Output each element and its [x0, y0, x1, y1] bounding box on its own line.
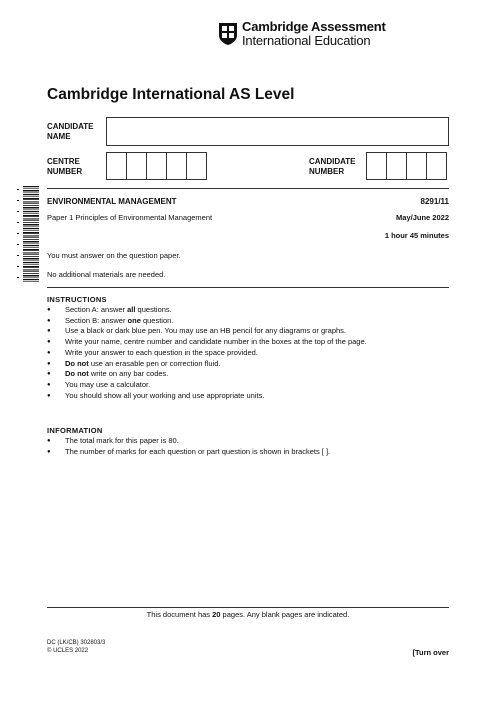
instruction-item: ● Write your answer to each question in the space provided.: [47, 348, 367, 359]
instruction-item: ● You may use a calculator.: [47, 380, 367, 391]
logo-line1: Cambridge Assessment: [242, 19, 386, 34]
materials-line2: No additional materials are needed.: [47, 270, 166, 279]
centre-digit-box[interactable]: [187, 153, 206, 179]
page-count-note: This document has 20 pages. Any blank pages are indicated.: [146, 610, 350, 619]
candidate-digit-box[interactable]: [407, 153, 427, 179]
materials-line1: You must answer on the question paper.: [47, 251, 181, 260]
paper-title: Paper 1 Principles of Environmental Management: [47, 213, 213, 222]
centre-digit-box[interactable]: [107, 153, 127, 179]
information-list: [47, 436, 330, 457]
candidate-name-field[interactable]: [106, 117, 449, 146]
subject-title: ENVIRONMENTAL MANAGEMENT: [47, 197, 177, 206]
instruction-item: ● Write your name, centre number and candidate number in the boxes at the top of the page.: [47, 337, 367, 348]
barcode-icon: [17, 186, 39, 282]
instruction-item: ● Use a black or dark blue pen. You may use an HB pencil for any diagrams or graphs.: [47, 326, 367, 337]
centre-number-field[interactable]: [106, 152, 207, 180]
candidate-digit-box[interactable]: [367, 153, 387, 179]
information-item: ● The total mark for this paper is 80.: [47, 436, 330, 447]
centre-digit-box[interactable]: [167, 153, 187, 179]
candidate-number-field[interactable]: [366, 152, 447, 180]
paper-code: 8291/11: [420, 197, 449, 206]
exam-title: Cambridge International AS Level: [47, 86, 295, 103]
instruction-item: ● Section B: answer one question.: [47, 316, 367, 327]
divider: [47, 188, 449, 189]
instruction-item: ● Section A: answer all questions.: [47, 305, 367, 316]
instructions-heading: INSTRUCTIONS: [47, 295, 107, 304]
candidate-number-label: CANDIDATE NUMBER: [309, 157, 356, 176]
instruction-item: ● Do not write on any bar codes.: [47, 369, 367, 380]
exam-duration: 1 hour 45 minutes: [384, 231, 449, 240]
centre-digit-box[interactable]: [127, 153, 147, 179]
exam-session: May/June 2022: [396, 213, 449, 222]
document-reference: DC (LK/CB) 302803/3 © UCLES 2022: [47, 640, 106, 654]
instruction-item: ● You should show all your working and use appropriate units.: [47, 391, 367, 402]
cambridge-logo: [218, 20, 386, 49]
centre-digit-box[interactable]: [147, 153, 167, 179]
candidate-digit-box[interactable]: [387, 153, 407, 179]
information-item: ● The number of marks for each question or part question is shown in brackets [ ].: [47, 447, 330, 458]
instruction-item: ● Do not use an erasable pen or correction fluid.: [47, 359, 367, 370]
candidate-digit-box[interactable]: [427, 153, 446, 179]
centre-number-label: CENTRE NUMBER: [47, 157, 83, 176]
cambridge-crest-icon: [218, 22, 238, 46]
divider: [47, 287, 449, 288]
instructions-list: [47, 305, 367, 401]
turn-over-label: [Turn over: [412, 648, 449, 657]
information-heading: INFORMATION: [47, 426, 103, 435]
logo-line2: International Education: [242, 33, 371, 49]
candidate-name-label: CANDIDATE NAME: [47, 122, 94, 141]
divider: [47, 607, 449, 608]
